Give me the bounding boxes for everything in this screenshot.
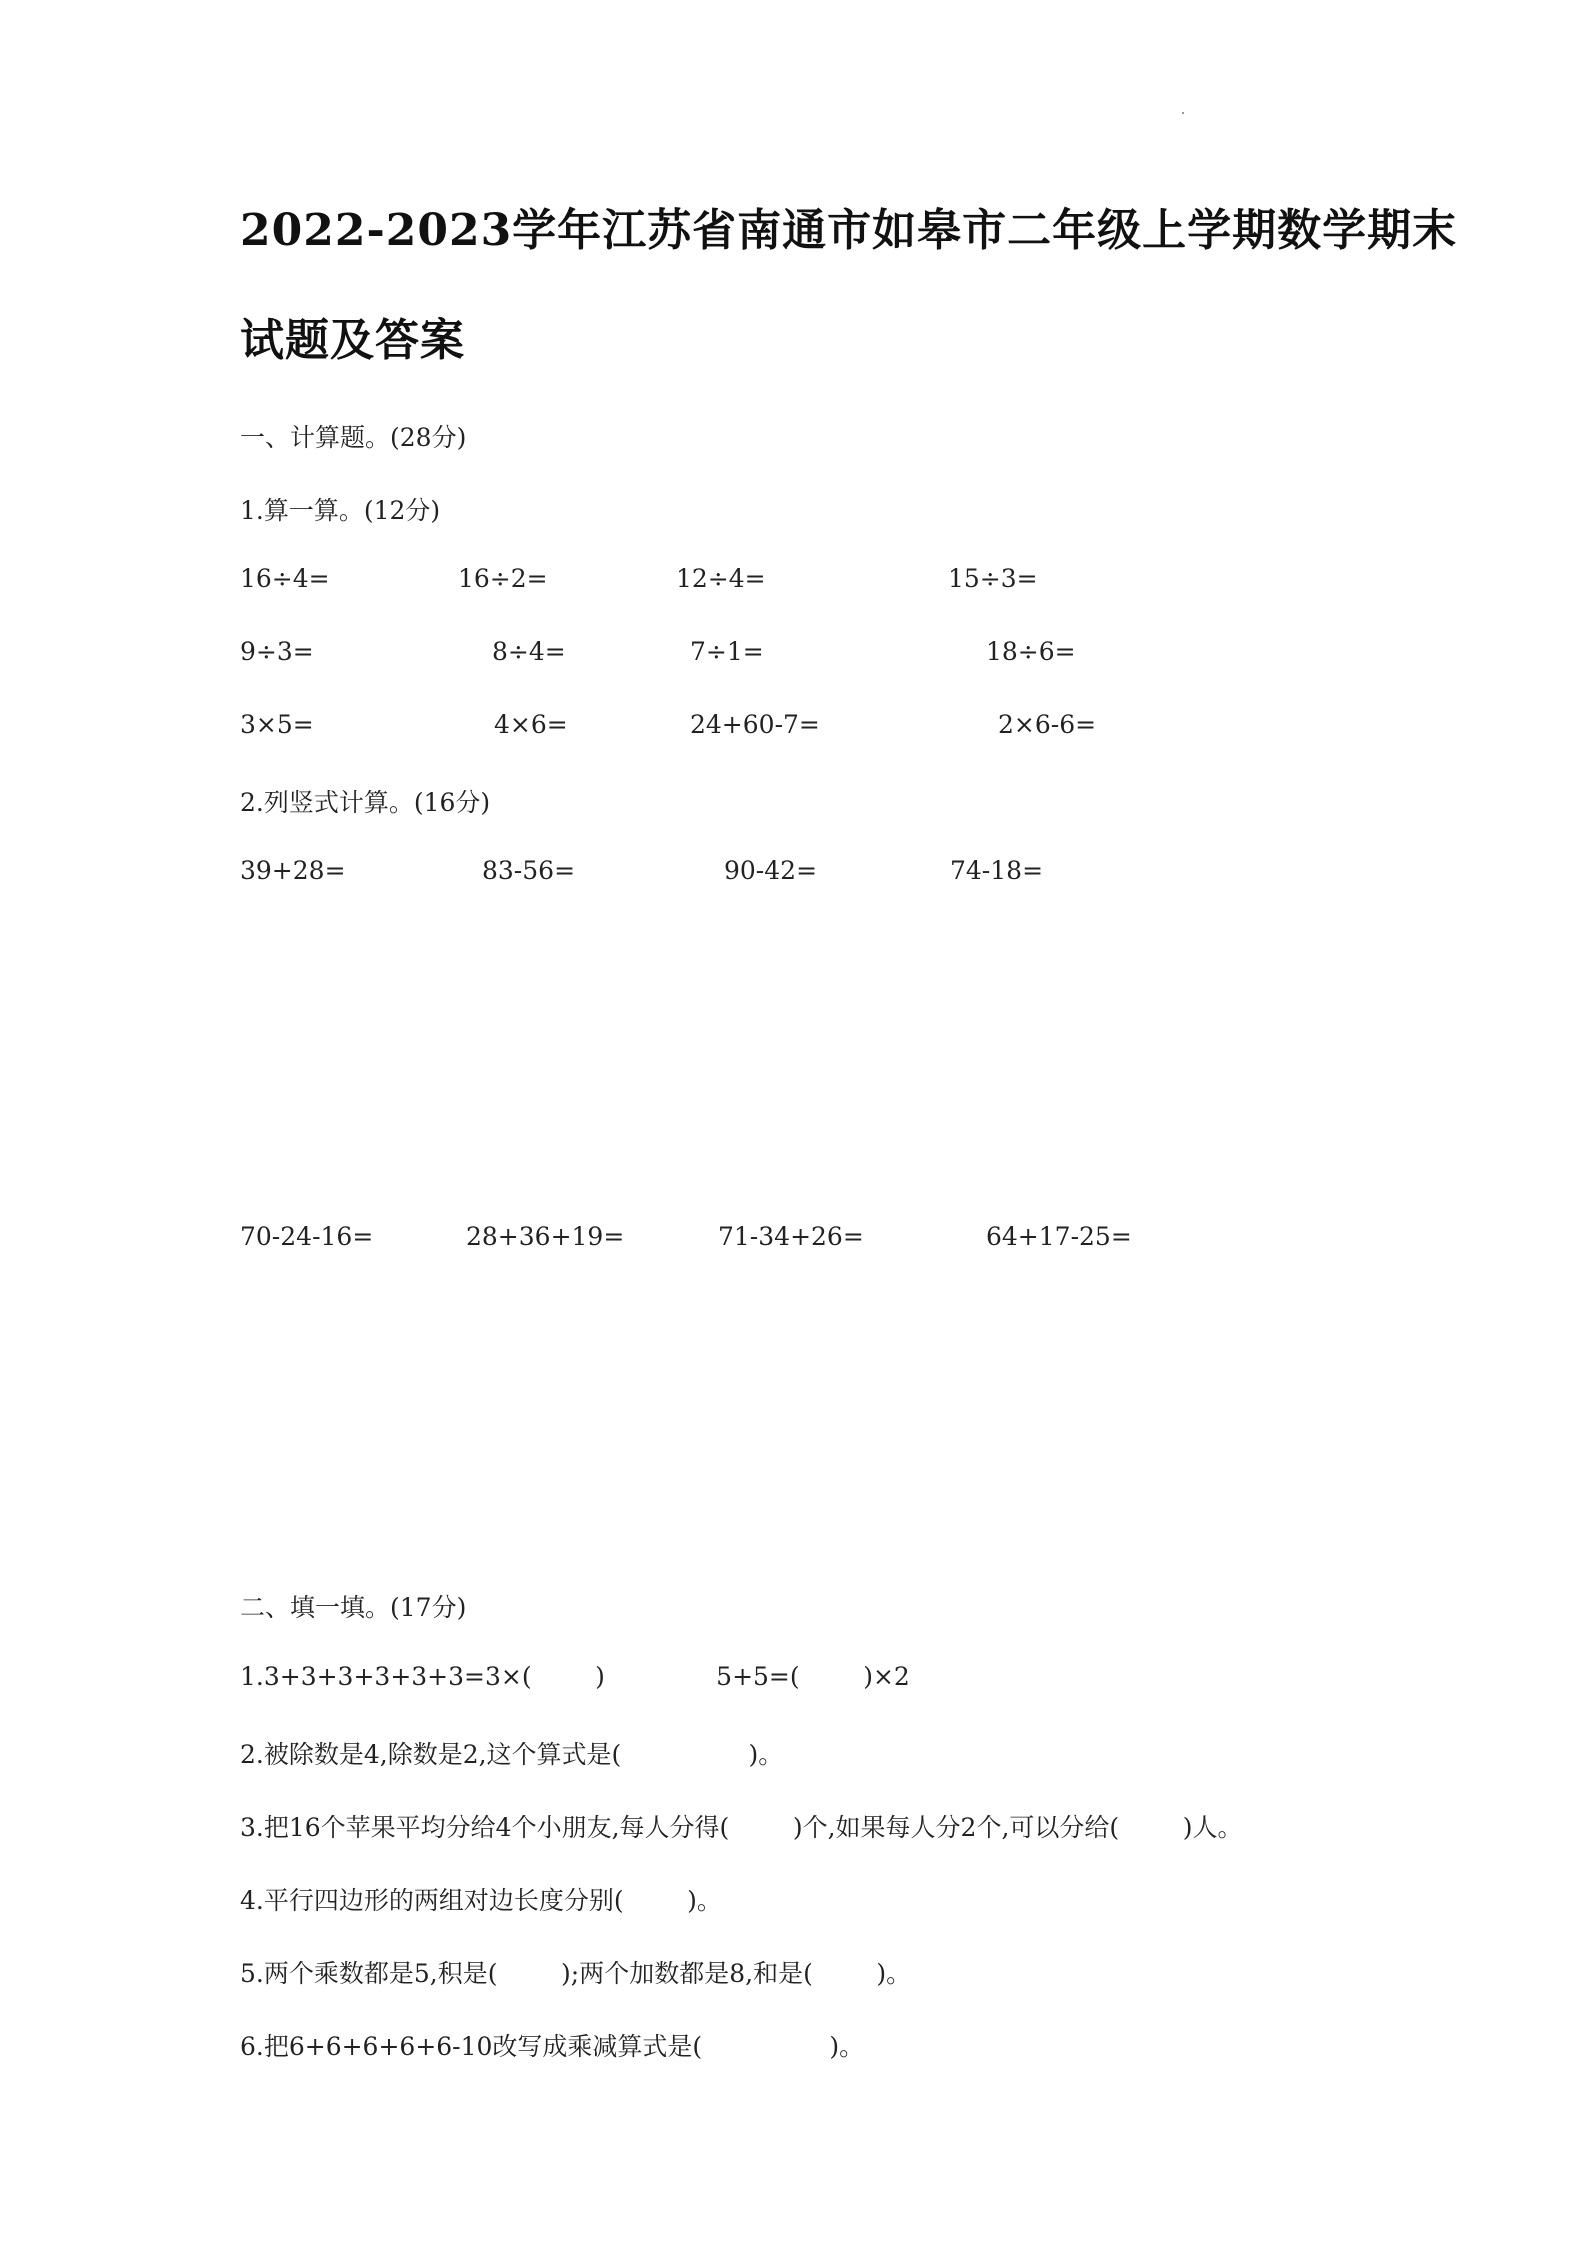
q1-expression: 8÷4= bbox=[492, 637, 566, 666]
section2-heading: 二、填一填。(17分) bbox=[240, 1593, 467, 1622]
q1-expression: 15÷3= bbox=[948, 564, 1038, 593]
q1-label: 1.算一算。(12分) bbox=[240, 496, 441, 525]
fill-blank-item: 3.把16个苹果平均分给4个小朋友,每人分得( )个,如果每人分2个,可以分给( )人。 bbox=[240, 1813, 1243, 1842]
fill-blank-item: 5.两个乘数都是5,积是( );两个加数都是8,和是( )。 bbox=[240, 1959, 912, 1988]
q1-expression: 16÷4= bbox=[240, 564, 330, 593]
q2-expression: 39+28= bbox=[240, 856, 346, 885]
q1-expression: 7÷1= bbox=[690, 637, 764, 666]
q2-expression: 90-42= bbox=[724, 856, 818, 885]
q1-expression: 24+60-7= bbox=[690, 710, 820, 739]
fill-blank-item: 2.被除数是4,除数是2,这个算式是( )。 bbox=[240, 1740, 784, 1769]
fill-blank-item: 4.平行四边形的两组对边长度分别( )。 bbox=[240, 1886, 722, 1915]
document-title-line1: 2022-2023学年江苏省南通市如皋市二年级上学期数学期末 bbox=[240, 205, 1458, 256]
q2-expression: 74-18= bbox=[950, 856, 1044, 885]
fill-blank-item: 6.把6+6+6+6+6-10改写成乘减算式是( )。 bbox=[240, 2032, 865, 2061]
document-title-line2: 试题及答案 bbox=[240, 315, 465, 366]
q1-expression: 12÷4= bbox=[676, 564, 766, 593]
q2-expression: 28+36+19= bbox=[466, 1222, 625, 1251]
q1-expression: 4×6= bbox=[494, 710, 568, 739]
q1-expression: 18÷6= bbox=[986, 637, 1076, 666]
q2-expression: 64+17-25= bbox=[986, 1222, 1132, 1251]
page-speck bbox=[1182, 112, 1184, 114]
q1-expression: 2×6-6= bbox=[998, 710, 1097, 739]
section1-heading: 一、计算题。(28分) bbox=[240, 423, 467, 452]
q1-expression: 9÷3= bbox=[240, 637, 314, 666]
q2-expression: 70-24-16= bbox=[240, 1222, 374, 1251]
q2-expression: 83-56= bbox=[482, 856, 576, 885]
q1-expression: 16÷2= bbox=[458, 564, 548, 593]
q2-expression: 71-34+26= bbox=[718, 1222, 864, 1251]
fill-blank-item: 1.3+3+3+3+3+3=3×( ) 5+5=( )×2 bbox=[240, 1662, 910, 1691]
q1-expression: 3×5= bbox=[240, 710, 314, 739]
q2-label: 2.列竖式计算。(16分) bbox=[240, 788, 491, 817]
